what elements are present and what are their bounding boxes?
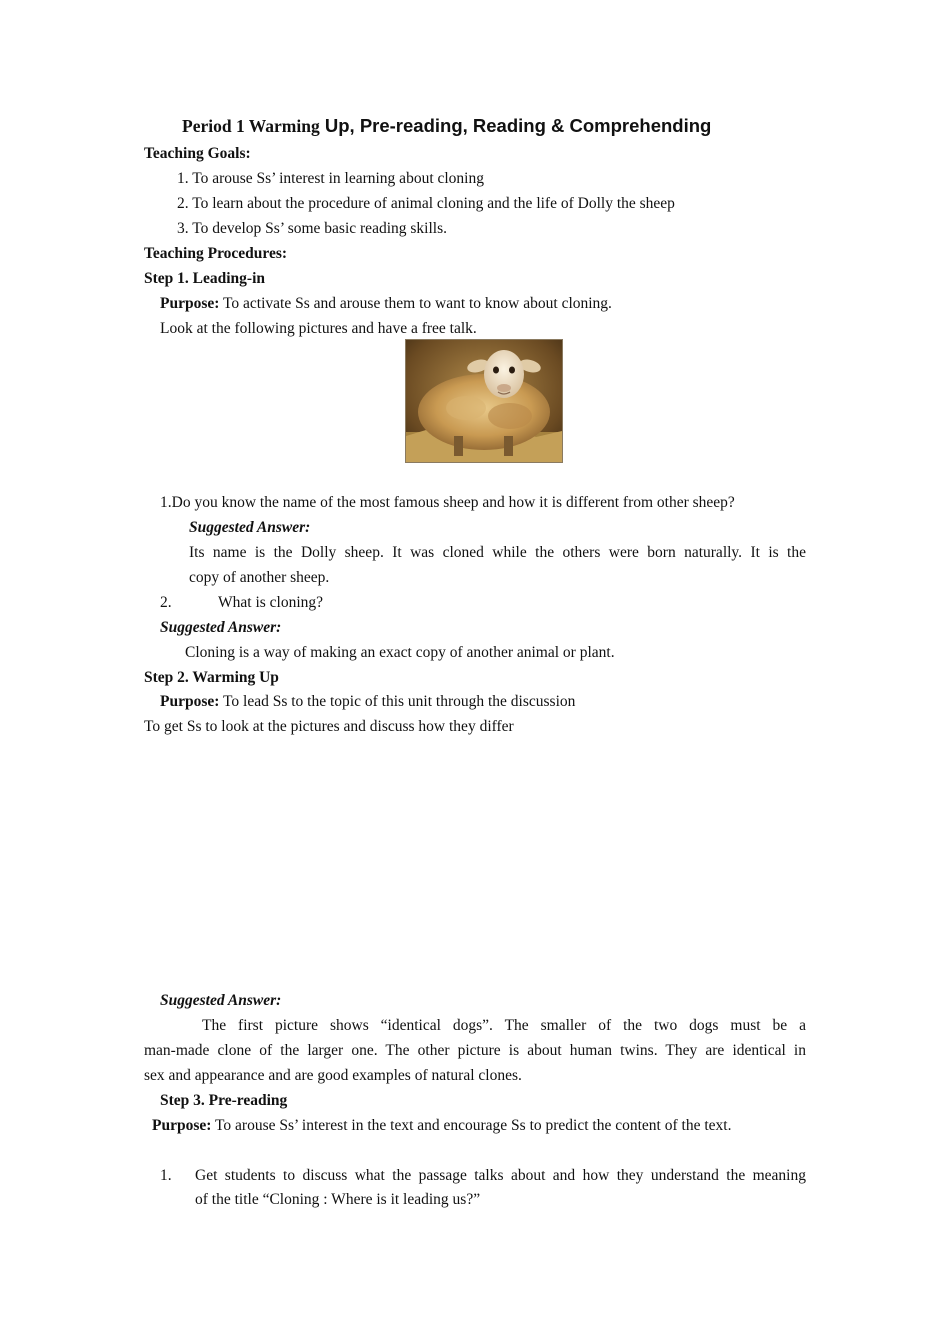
teaching-procedures-heading: Teaching Procedures:	[144, 245, 288, 262]
answer-2: Cloning is a way of making an exact copy of another animal or plant.	[185, 644, 615, 661]
dolly-sheep-image	[405, 339, 563, 463]
step2-purpose	[160, 692, 575, 712]
goal-item: 1. To arouse Ss’ interest in learning about cloning	[177, 170, 484, 187]
step1-purpose	[160, 294, 612, 314]
purpose-text: To activate Ss and arouse them to want to know about cloning.	[219, 295, 612, 312]
purpose-text: To arouse Ss’ interest in the text and encourage Ss to predict the content of the text.	[211, 1117, 732, 1134]
step3-item-number: 1.	[160, 1167, 172, 1184]
purpose-label: Purpose:	[160, 295, 220, 312]
page-title	[182, 116, 711, 136]
teaching-goals-heading: Teaching Goals:	[144, 145, 251, 162]
title-sans-part: Up, Pre-reading, Reading & Comprehending	[319, 115, 712, 136]
step2-answer-line: man-made clone of the larger one. The other picture is about human twins. They are identical in	[144, 1042, 806, 1059]
step2-heading: Step 2. Warming Up	[144, 669, 279, 686]
step3-item-line: of the title “Cloning : Where is it leading us?”	[195, 1191, 481, 1208]
step2-answer-line: The first picture shows “identical dogs”. The smaller of the two dogs must be a	[202, 1017, 806, 1034]
step1-question-2: What is cloning?	[218, 594, 324, 611]
purpose-label: Purpose:	[152, 1117, 212, 1134]
suggested-answer-label: Suggested Answer:	[160, 619, 282, 636]
suggested-answer-label: Suggested Answer:	[189, 519, 311, 536]
title-serif-part: Period 1 Warming	[182, 116, 320, 136]
goal-item: 2. To learn about the procedure of animal cloning and the life of Dolly the sheep	[177, 195, 675, 212]
step1-question-1: 1.Do you know the name of the most famous sheep and how it is different from other sheep?	[160, 494, 735, 511]
step3-item-line: Get students to discuss what the passage talks about and how they understand the meaning	[195, 1167, 806, 1184]
step2-answer-line: sex and appearance and are good examples of natural clones.	[144, 1067, 522, 1084]
step2-instruction: To get Ss to look at the pictures and discuss how they differ	[144, 718, 514, 735]
step3-purpose	[152, 1116, 731, 1136]
step1-instruction: Look at the following pictures and have a free talk.	[160, 320, 477, 337]
answer-1-line: copy of another sheep.	[189, 569, 330, 586]
goal-item: 3. To develop Ss’ some basic reading skills.	[177, 220, 447, 237]
step1-heading: Step 1. Leading-in	[144, 270, 266, 287]
question-2-number: 2.	[160, 594, 172, 611]
purpose-text: To lead Ss to the topic of this unit through the discussion	[219, 693, 576, 710]
purpose-label: Purpose:	[160, 693, 220, 710]
step3-heading: Step 3. Pre-reading	[160, 1092, 288, 1109]
suggested-answer-label: Suggested Answer:	[160, 992, 282, 1009]
answer-1-line: Its name is the Dolly sheep. It was cloned while the others were born naturally. It is the	[189, 544, 806, 561]
